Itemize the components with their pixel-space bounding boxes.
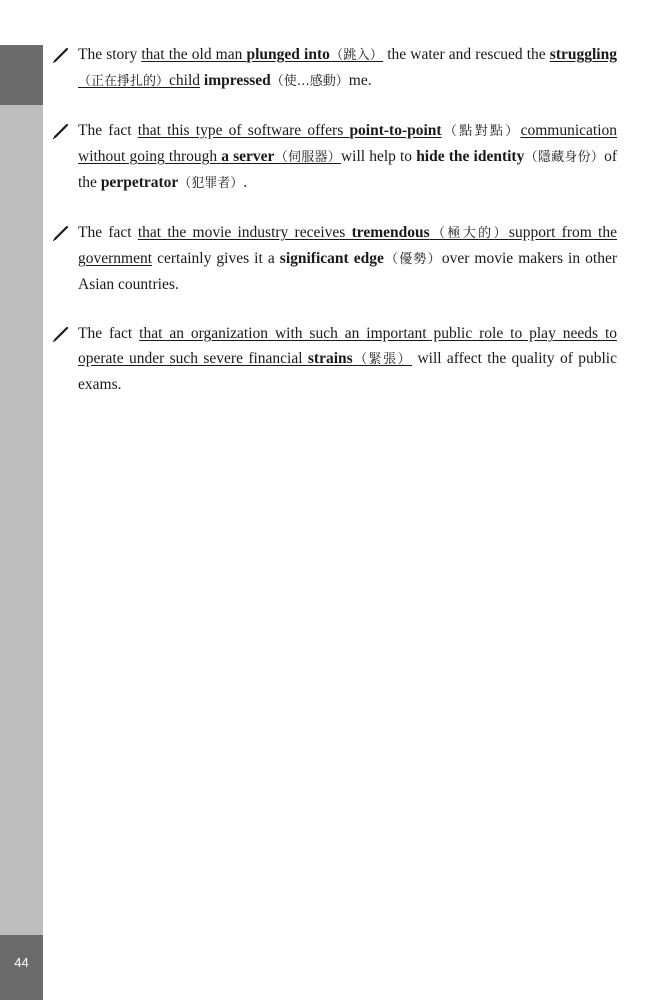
chinese-gloss: （極大的） [429,226,509,241]
page-sidebar [0,45,43,1000]
text-run: The fact [78,224,138,241]
pencil-icon [52,47,70,63]
text-run: child [169,72,201,89]
example-item [52,42,617,94]
text-run: that the movie industry receives [137,224,352,241]
pencil-icon [52,225,70,241]
text-run: The fact [78,325,140,342]
text-run: the water and rescued the [383,46,550,63]
chinese-gloss: （點對點） [441,124,521,139]
text-run: that an organization with such an important public role to play needs to operate under such severe financial [78,325,617,367]
item-text [78,325,617,393]
item-text [78,224,617,293]
item-text [78,122,617,191]
text-run: communication without going through [78,122,617,165]
text-run: that this type of software offers [137,122,350,139]
vocab-term: a server [221,148,275,165]
underlined-text [138,122,442,139]
chinese-gloss: （隱藏身份） [524,150,605,165]
text-run: will help to [340,148,417,165]
chinese-gloss: （跳入） [329,48,384,63]
vocab-term: significant edge [279,250,384,267]
pencil-icon [52,326,70,342]
vocab-term: hide the identity [416,148,525,165]
text-run: that the old man [141,46,247,63]
chinese-gloss: （緊張） [352,352,413,367]
example-item [52,118,617,196]
vocab-term: strains [307,350,353,367]
text-run: will affect the quality of public exams. [78,350,617,393]
chinese-gloss: （正在掙扎的） [78,74,170,89]
vocab-term: tremendous [351,224,430,241]
vocab-term: perpetrator [100,174,179,191]
text-run: support from the government [78,224,617,267]
text-run: . [243,174,248,191]
vocab-term: impressed [203,72,271,89]
vocab-term: plunged into [246,46,330,63]
text-run: The fact [78,122,138,139]
chinese-gloss: （使…感動） [270,74,349,89]
example-sentences [52,42,617,397]
text-run: certainly gives it a [152,250,280,267]
example-item [52,321,617,397]
chinese-gloss: （犯罪者） [178,176,244,191]
vocab-term: point-to-point [349,122,442,139]
text-run: The story [78,46,142,63]
pencil-icon [52,123,70,139]
example-item [52,220,617,297]
chinese-gloss: （伺服器） [274,150,341,165]
sidebar-tab [0,45,43,105]
page-number: 44 [14,955,29,970]
chinese-gloss: （優勢） [383,252,442,267]
text-run: me. [348,72,372,89]
vocab-term: struggling [549,46,617,63]
item-text [78,46,617,89]
text-run: of the [78,148,617,191]
text-run: over movie makers in other Asian countries. [78,250,617,293]
underlined-text [141,46,383,63]
